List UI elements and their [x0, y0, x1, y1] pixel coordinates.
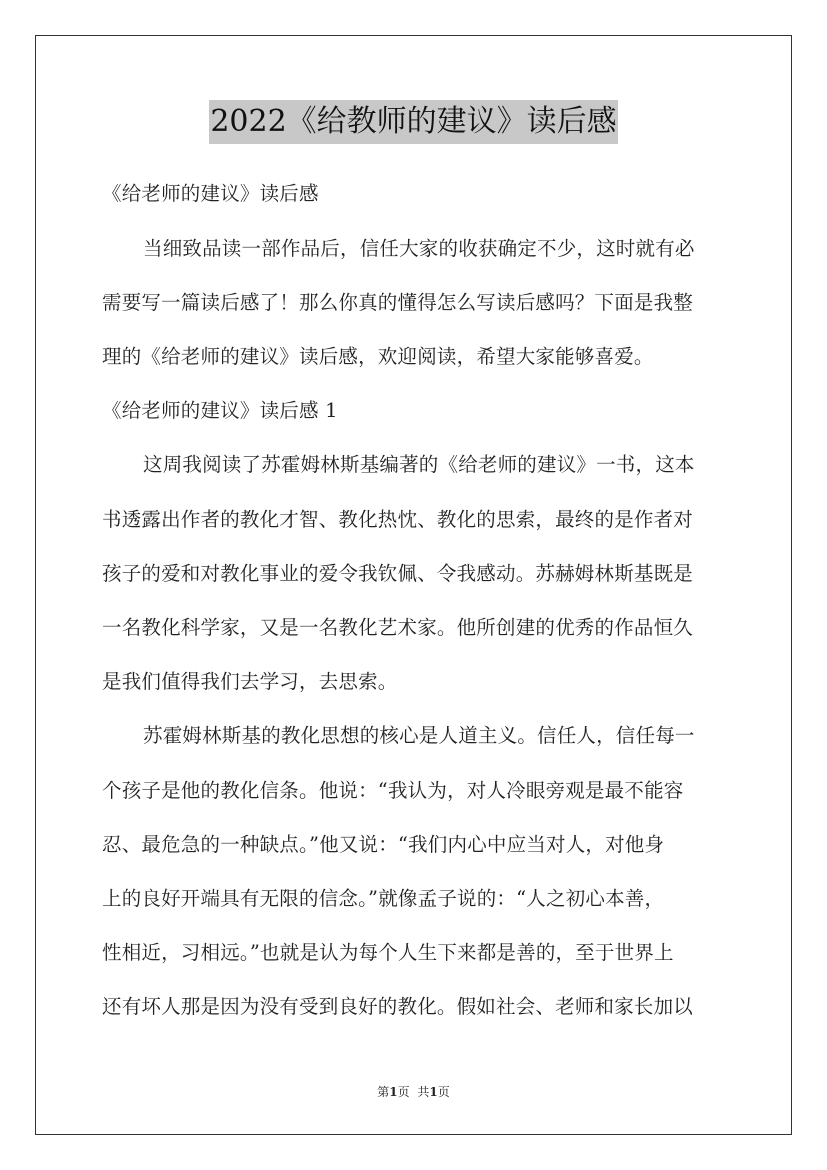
section-heading: 《给老师的建议》读后感 1 — [102, 399, 338, 422]
page-number: 1 — [389, 1085, 398, 1099]
subtitle-heading: 《给老师的建议》读后感 — [102, 182, 319, 205]
paragraph-line: 苏霍姆林斯基的教化思想的核心是人道主义。信任人，信任每一 — [143, 724, 695, 747]
paragraph-line: 孩子的爱和对教化事业的爱令我钦佩、令我感动。苏赫姆林斯基既是 — [102, 562, 694, 585]
paragraph-line: 一名教化科学家，又是一名教化艺术家。他所创建的优秀的作品恒久 — [102, 616, 694, 639]
paragraph-line: 这周我阅读了苏霍姆林斯基编著的《给老师的建议》一书，这本 — [143, 453, 695, 476]
total-pages: 1 — [429, 1085, 438, 1099]
page-suffix: 页 — [397, 1085, 410, 1099]
total-prefix: 共 — [417, 1085, 430, 1099]
paragraph-line: 个孩子是他的教化信条。他说：“我认为，对人冷眼旁观是最不能容 — [102, 779, 684, 802]
paragraph-line: 是我们值得我们去学习，去思索。 — [102, 670, 398, 693]
paragraph-line: 当细致品读一部作品后，信任大家的收获确定不少，这时就有必 — [143, 237, 695, 260]
paragraph-line: 书透露出作者的教化才智、教化热忱、教化的思索，最终的是作者对 — [102, 508, 694, 531]
document-title: 2022《给教师的建议》读后感 — [209, 100, 617, 144]
paragraph-line: 还有坏人那是因为没有受到良好的教化。假如社会、老师和家长加以 — [102, 995, 694, 1018]
paragraph-line: 性相近，习相远。”也就是认为每个人生下来都是善的，至于世界上 — [102, 941, 674, 964]
title-wrap — [0, 100, 827, 144]
paragraph-line: 需要写一篇读后感了！那么你真的懂得怎么写读后感吗？下面是我整 — [102, 291, 694, 314]
total-suffix: 页 — [437, 1085, 450, 1099]
paragraph-line: 理的《给老师的建议》读后感，欢迎阅读，希望大家能够喜爱。 — [102, 345, 654, 368]
paragraph-line: 上的良好开端具有无限的信念。”就像孟子说的：“人之初心本善， — [102, 887, 665, 910]
page-footer — [0, 1083, 827, 1100]
page-prefix: 第 — [377, 1085, 390, 1099]
paragraph-line: 忍、最危急的一种缺点。”他又说：“我们内心中应当对人，对他身 — [102, 833, 665, 856]
